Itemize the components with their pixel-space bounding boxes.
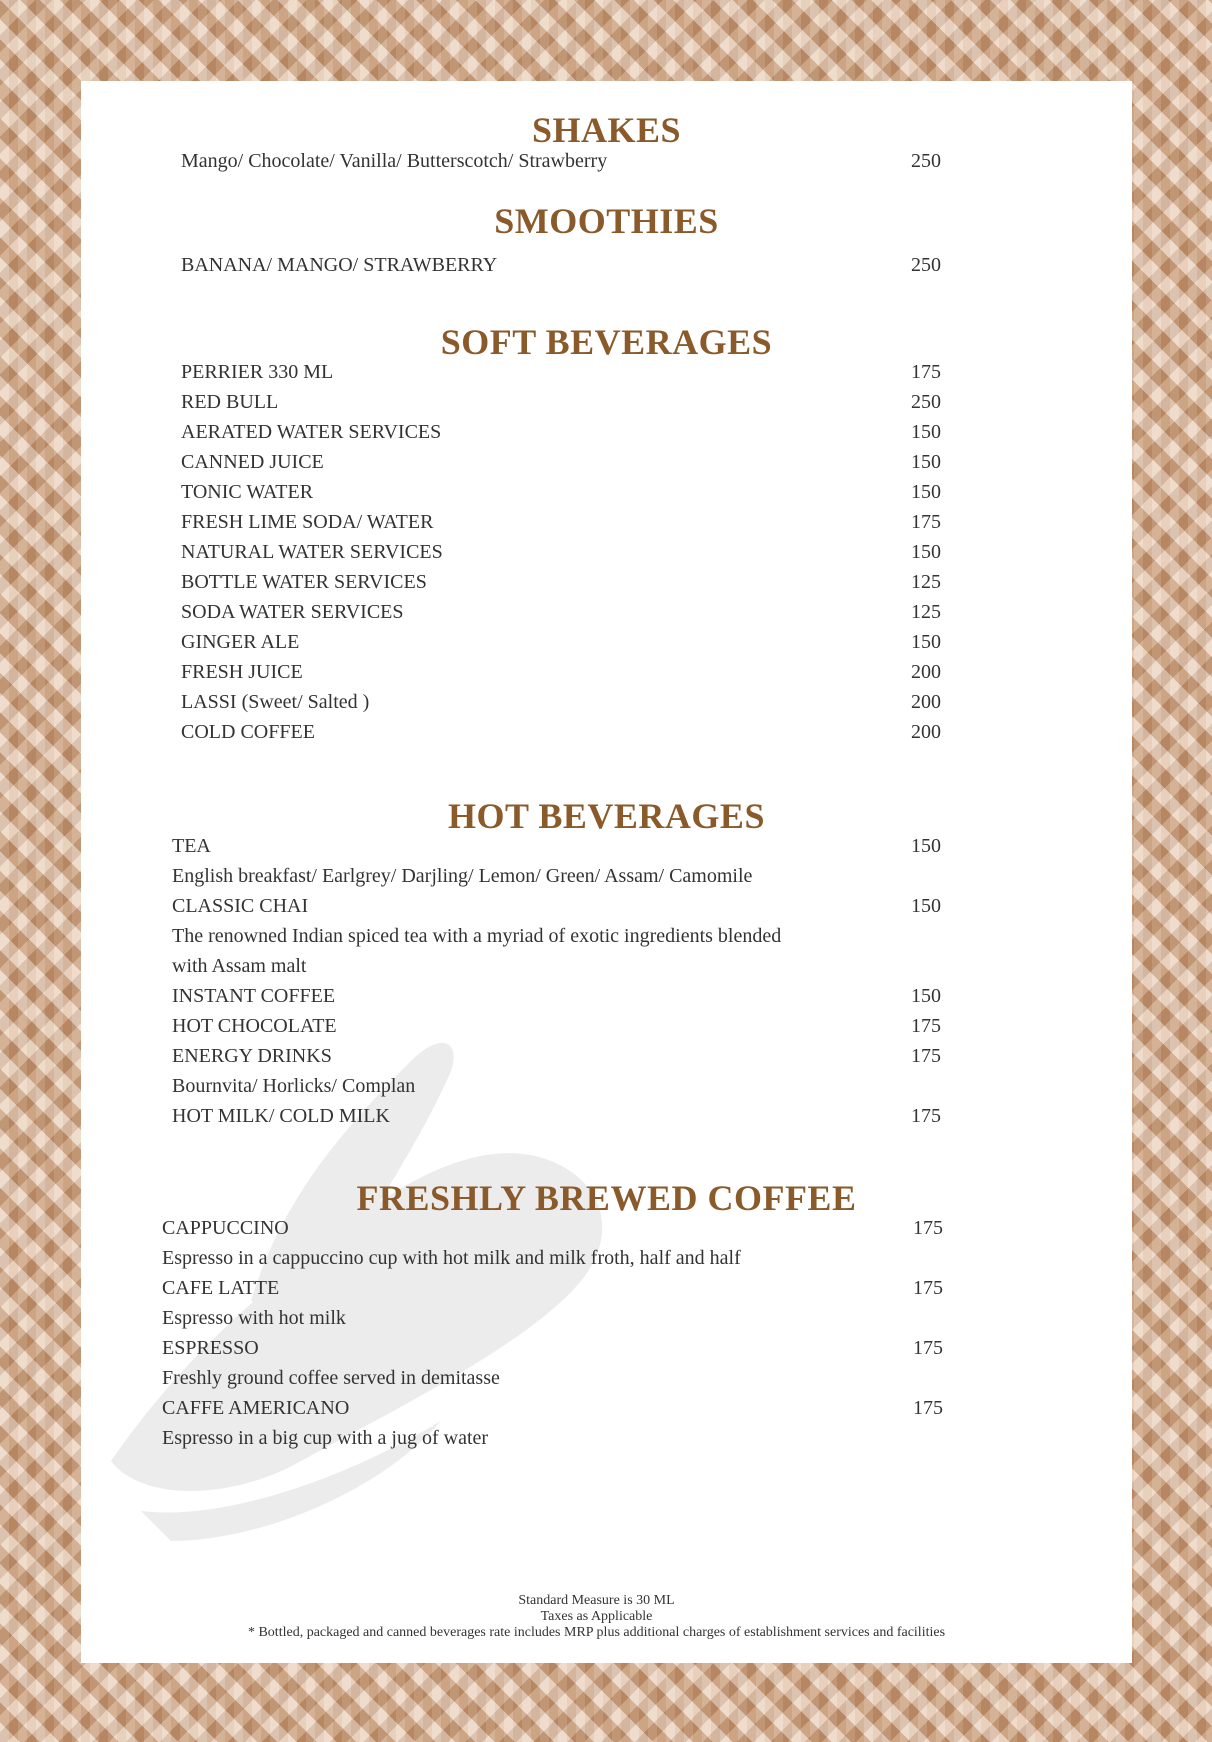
- item-price: 250: [911, 254, 941, 276]
- item-name: HOT CHOCOLATE: [172, 1015, 337, 1037]
- item-name: LASSI (Sweet/ Salted ): [181, 691, 370, 713]
- item-name: AERATED WATER SERVICES: [181, 421, 442, 443]
- item-name: INSTANT COFFEE: [172, 985, 336, 1007]
- item-name: CAFFE AMERICANO: [162, 1397, 350, 1419]
- section-title-hot-beverages: HOT BEVERAGES: [448, 796, 765, 836]
- item-price: 175: [911, 361, 941, 383]
- item-price: 125: [911, 571, 941, 593]
- item-name: ESPRESSO: [162, 1337, 259, 1359]
- item-name: FRESH JUICE: [181, 661, 303, 683]
- item-name: PERRIER 330 ML: [181, 361, 334, 383]
- item-name: NATURAL WATER SERVICES: [181, 541, 443, 563]
- item-price: 150: [911, 835, 941, 857]
- item-description: Espresso in a cappuccino cup with hot milk and milk froth, half and half: [162, 1247, 741, 1269]
- item-name: BOTTLE WATER SERVICES: [181, 571, 427, 593]
- item-price: 200: [911, 661, 941, 683]
- item-name: ENERGY DRINKS: [172, 1045, 332, 1067]
- item-name: FRESH LIME SODA/ WATER: [181, 511, 434, 533]
- section-title-smoothies: SMOOTHIES: [494, 201, 719, 241]
- item-description: English breakfast/ Earlgrey/ Darjling/ Lemon/ Green/ Assam/ Camomile: [172, 865, 753, 887]
- item-price: 150: [911, 985, 941, 1007]
- item-price: 175: [911, 1015, 941, 1037]
- item-name: RED BULL: [181, 391, 279, 413]
- item-description: The renowned Indian spiced tea with a myriad of exotic ingredients blended: [172, 925, 782, 947]
- menu-page: [81, 81, 1132, 1663]
- item-price: 175: [913, 1277, 943, 1299]
- item-name: GINGER ALE: [181, 631, 300, 653]
- item-name: TEA: [172, 835, 211, 857]
- item-name: COLD COFFEE: [181, 721, 315, 743]
- item-name: BANANA/ MANGO/ STRAWBERRY: [181, 254, 498, 276]
- footer-disclaimer: * Bottled, packaged and canned beverages rate includes MRP plus additional charges of establishment services and facilities: [247, 1625, 946, 1640]
- item-price: 200: [911, 691, 941, 713]
- section-title-shakes: SHAKES: [531, 110, 682, 150]
- item-price: 175: [911, 1105, 941, 1127]
- item-description: Freshly ground coffee served in demitasse: [162, 1367, 500, 1389]
- item-price: 200: [911, 721, 941, 743]
- item-name: CLASSIC CHAI: [172, 895, 309, 917]
- item-name: CAPPUCCINO: [162, 1217, 289, 1239]
- item-price: 250: [911, 150, 941, 172]
- item-price: 150: [911, 895, 941, 917]
- item-name: CAFE LATTE: [162, 1277, 280, 1299]
- footer-taxes: Taxes as Applicable: [540, 1609, 653, 1624]
- section-title-soft-beverages: SOFT BEVERAGES: [440, 322, 773, 362]
- footer-standard-measure: Standard Measure is 30 ML: [518, 1593, 675, 1608]
- item-name: CANNED JUICE: [181, 451, 324, 473]
- item-price: 150: [911, 631, 941, 653]
- section-title-coffee: FRESHLY BREWED COFFEE: [356, 1178, 857, 1218]
- item-name: SODA WATER SERVICES: [181, 601, 404, 623]
- item-price: 150: [911, 541, 941, 563]
- item-name: HOT MILK/ COLD MILK: [172, 1105, 390, 1127]
- item-description: Bournvita/ Horlicks/ Complan: [172, 1075, 416, 1097]
- item-price: 150: [911, 451, 941, 473]
- item-description: with Assam malt: [172, 955, 307, 977]
- item-price: 175: [913, 1397, 943, 1419]
- item-price: 150: [911, 481, 941, 503]
- item-price: 175: [911, 511, 941, 533]
- item-price: 125: [911, 601, 941, 623]
- item-name: Mango/ Chocolate/ Vanilla/ Butterscotch/ Strawberry: [181, 150, 608, 172]
- item-description: Espresso in a big cup with a jug of water: [162, 1427, 489, 1449]
- item-price: 175: [913, 1337, 943, 1359]
- item-name: TONIC WATER: [181, 481, 314, 503]
- item-price: 175: [911, 1045, 941, 1067]
- item-price: 175: [913, 1217, 943, 1239]
- footer-notes: [71, 1593, 1122, 1641]
- item-description: Espresso with hot milk: [162, 1307, 346, 1329]
- item-price: 150: [911, 421, 941, 443]
- item-price: 250: [911, 391, 941, 413]
